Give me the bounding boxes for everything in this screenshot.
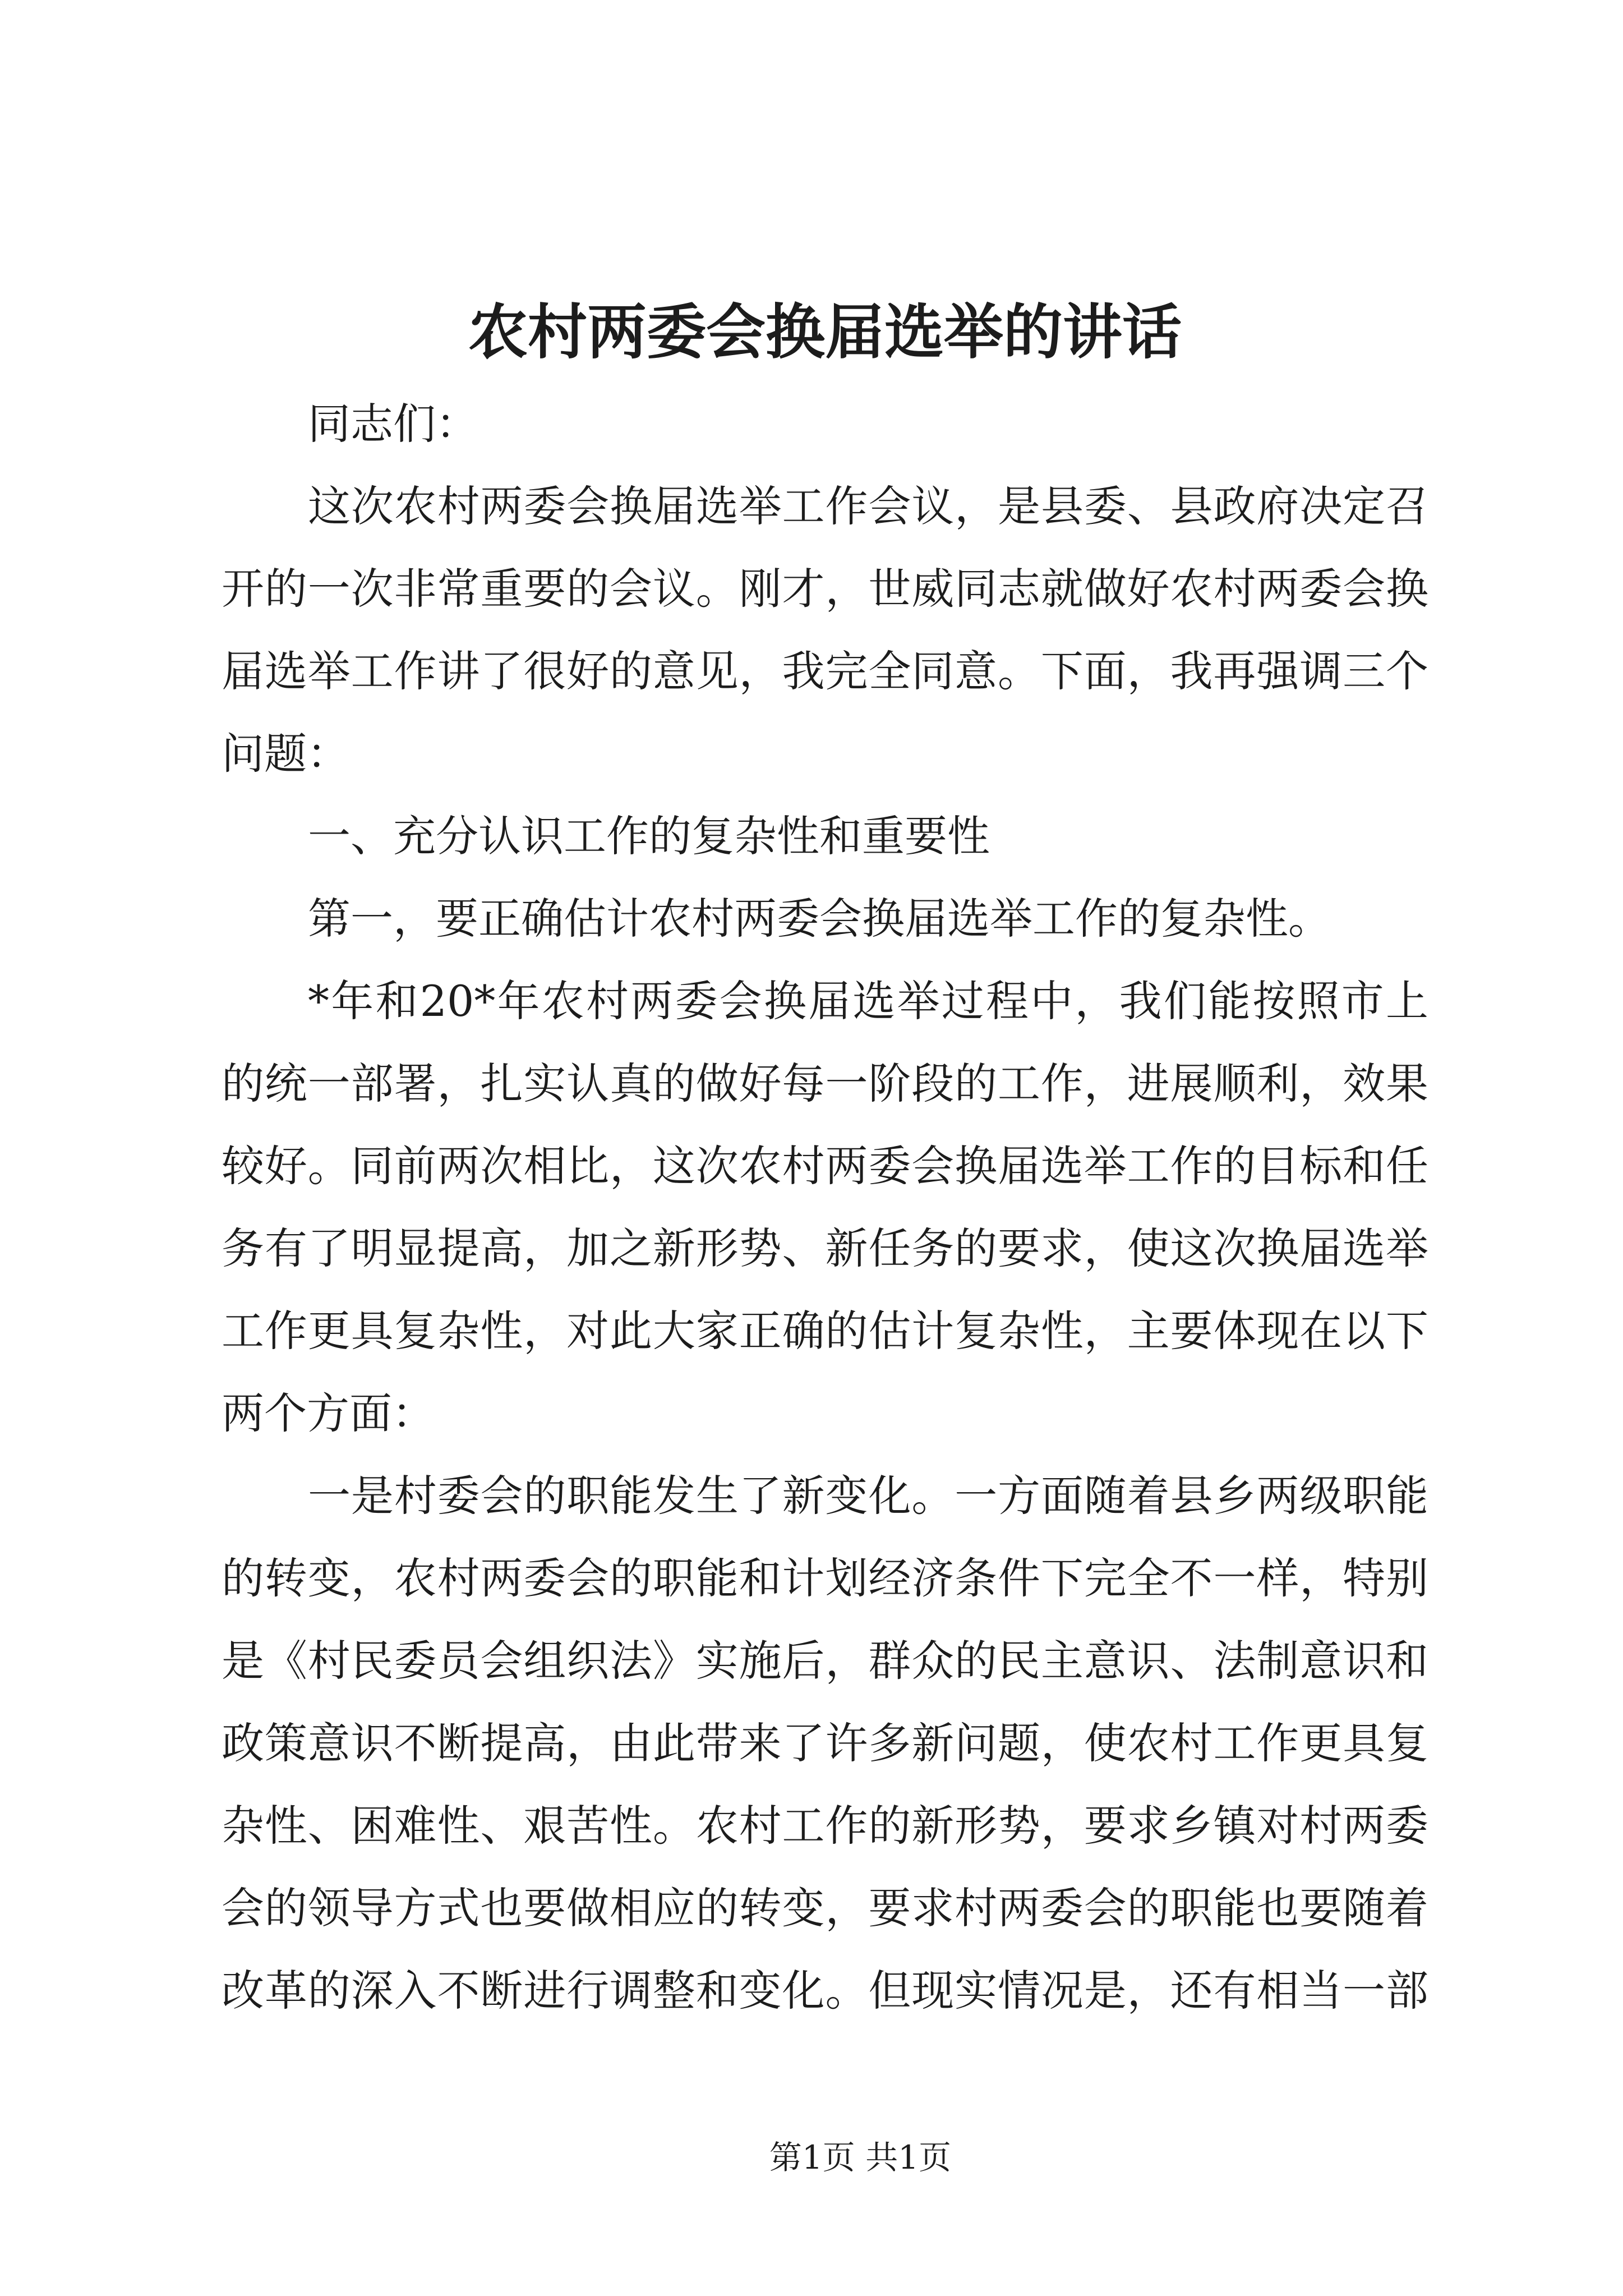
paragraph-line: 杂性、困难性、艰苦性。农村工作的新形势，要求乡镇对村两委 — [222, 1801, 1428, 1851]
paragraph-background — [222, 960, 1428, 1455]
paragraph-line: 会的领导方式也要做相应的转变，要求村两委会的职能也要随着 — [222, 1883, 1428, 1933]
section-heading — [222, 795, 1428, 877]
paragraph-line: 开的一次非常重要的会议。刚才，世威同志就做好农村两委会换 — [222, 564, 1428, 614]
paragraph-point-one — [222, 1455, 1428, 2032]
paragraph-greeting — [222, 383, 1428, 465]
paragraph-line: 届选举工作讲了很好的意见，我完全同意。下面，我再强调三个 — [222, 646, 1428, 696]
paragraph-line: 工作更具复杂性，对此大家正确的估计复杂性，主要体现在以下 — [222, 1306, 1428, 1356]
paragraph-line: 的统一部署，扎实认真的做好每一阶段的工作，进展顺利，效果 — [222, 1059, 1428, 1108]
page-number-footer: 第1页 共1页 — [769, 2138, 952, 2177]
paragraph-line: 较好。同前两次相比，这次农村两委会换届选举工作的目标和任 — [222, 1141, 1428, 1191]
paragraph-line: 一、充分认识工作的复杂性和重要性 — [308, 811, 990, 861]
paragraph-line: *年和20*年农村两委会换届选举过程中，我们能按照市上 — [308, 976, 1428, 1026]
document-title: 农村两委会换届选举的讲话 — [468, 297, 1182, 367]
paragraph-line: 务有了明显提高，加之新形势、新任务的要求，使这次换届选举 — [222, 1223, 1428, 1273]
paragraph-line: 问题： — [222, 729, 349, 779]
paragraph-line: 的转变，农村两委会的职能和计划经济条件下完全不一样，特别 — [222, 1553, 1428, 1603]
document-body — [222, 383, 1428, 2032]
paragraph-intro — [222, 465, 1428, 795]
paragraph-line: 第一，要正确估计农村两委会换届选举工作的复杂性。 — [308, 894, 1331, 944]
paragraph-line: 是《村民委员会组织法》实施后，群众的民主意识、法制意识和 — [222, 1636, 1428, 1686]
paragraph-line: 改革的深入不断进行调整和变化。但现实情况是，还有相当一部 — [222, 1966, 1428, 2016]
paragraph-line: 同志们： — [308, 399, 478, 449]
paragraph-line: 两个方面： — [222, 1388, 435, 1438]
paragraph-line: 这次农村两委会换届选举工作会议，是县委、县政府决定召 — [308, 481, 1428, 531]
subsection-heading — [222, 877, 1428, 960]
paragraph-line: 一是村委会的职能发生了新变化。一方面随着县乡两级职能 — [308, 1471, 1428, 1521]
paragraph-line: 政策意识不断提高，由此带来了许多新问题，使农村工作更具复 — [222, 1718, 1428, 1768]
